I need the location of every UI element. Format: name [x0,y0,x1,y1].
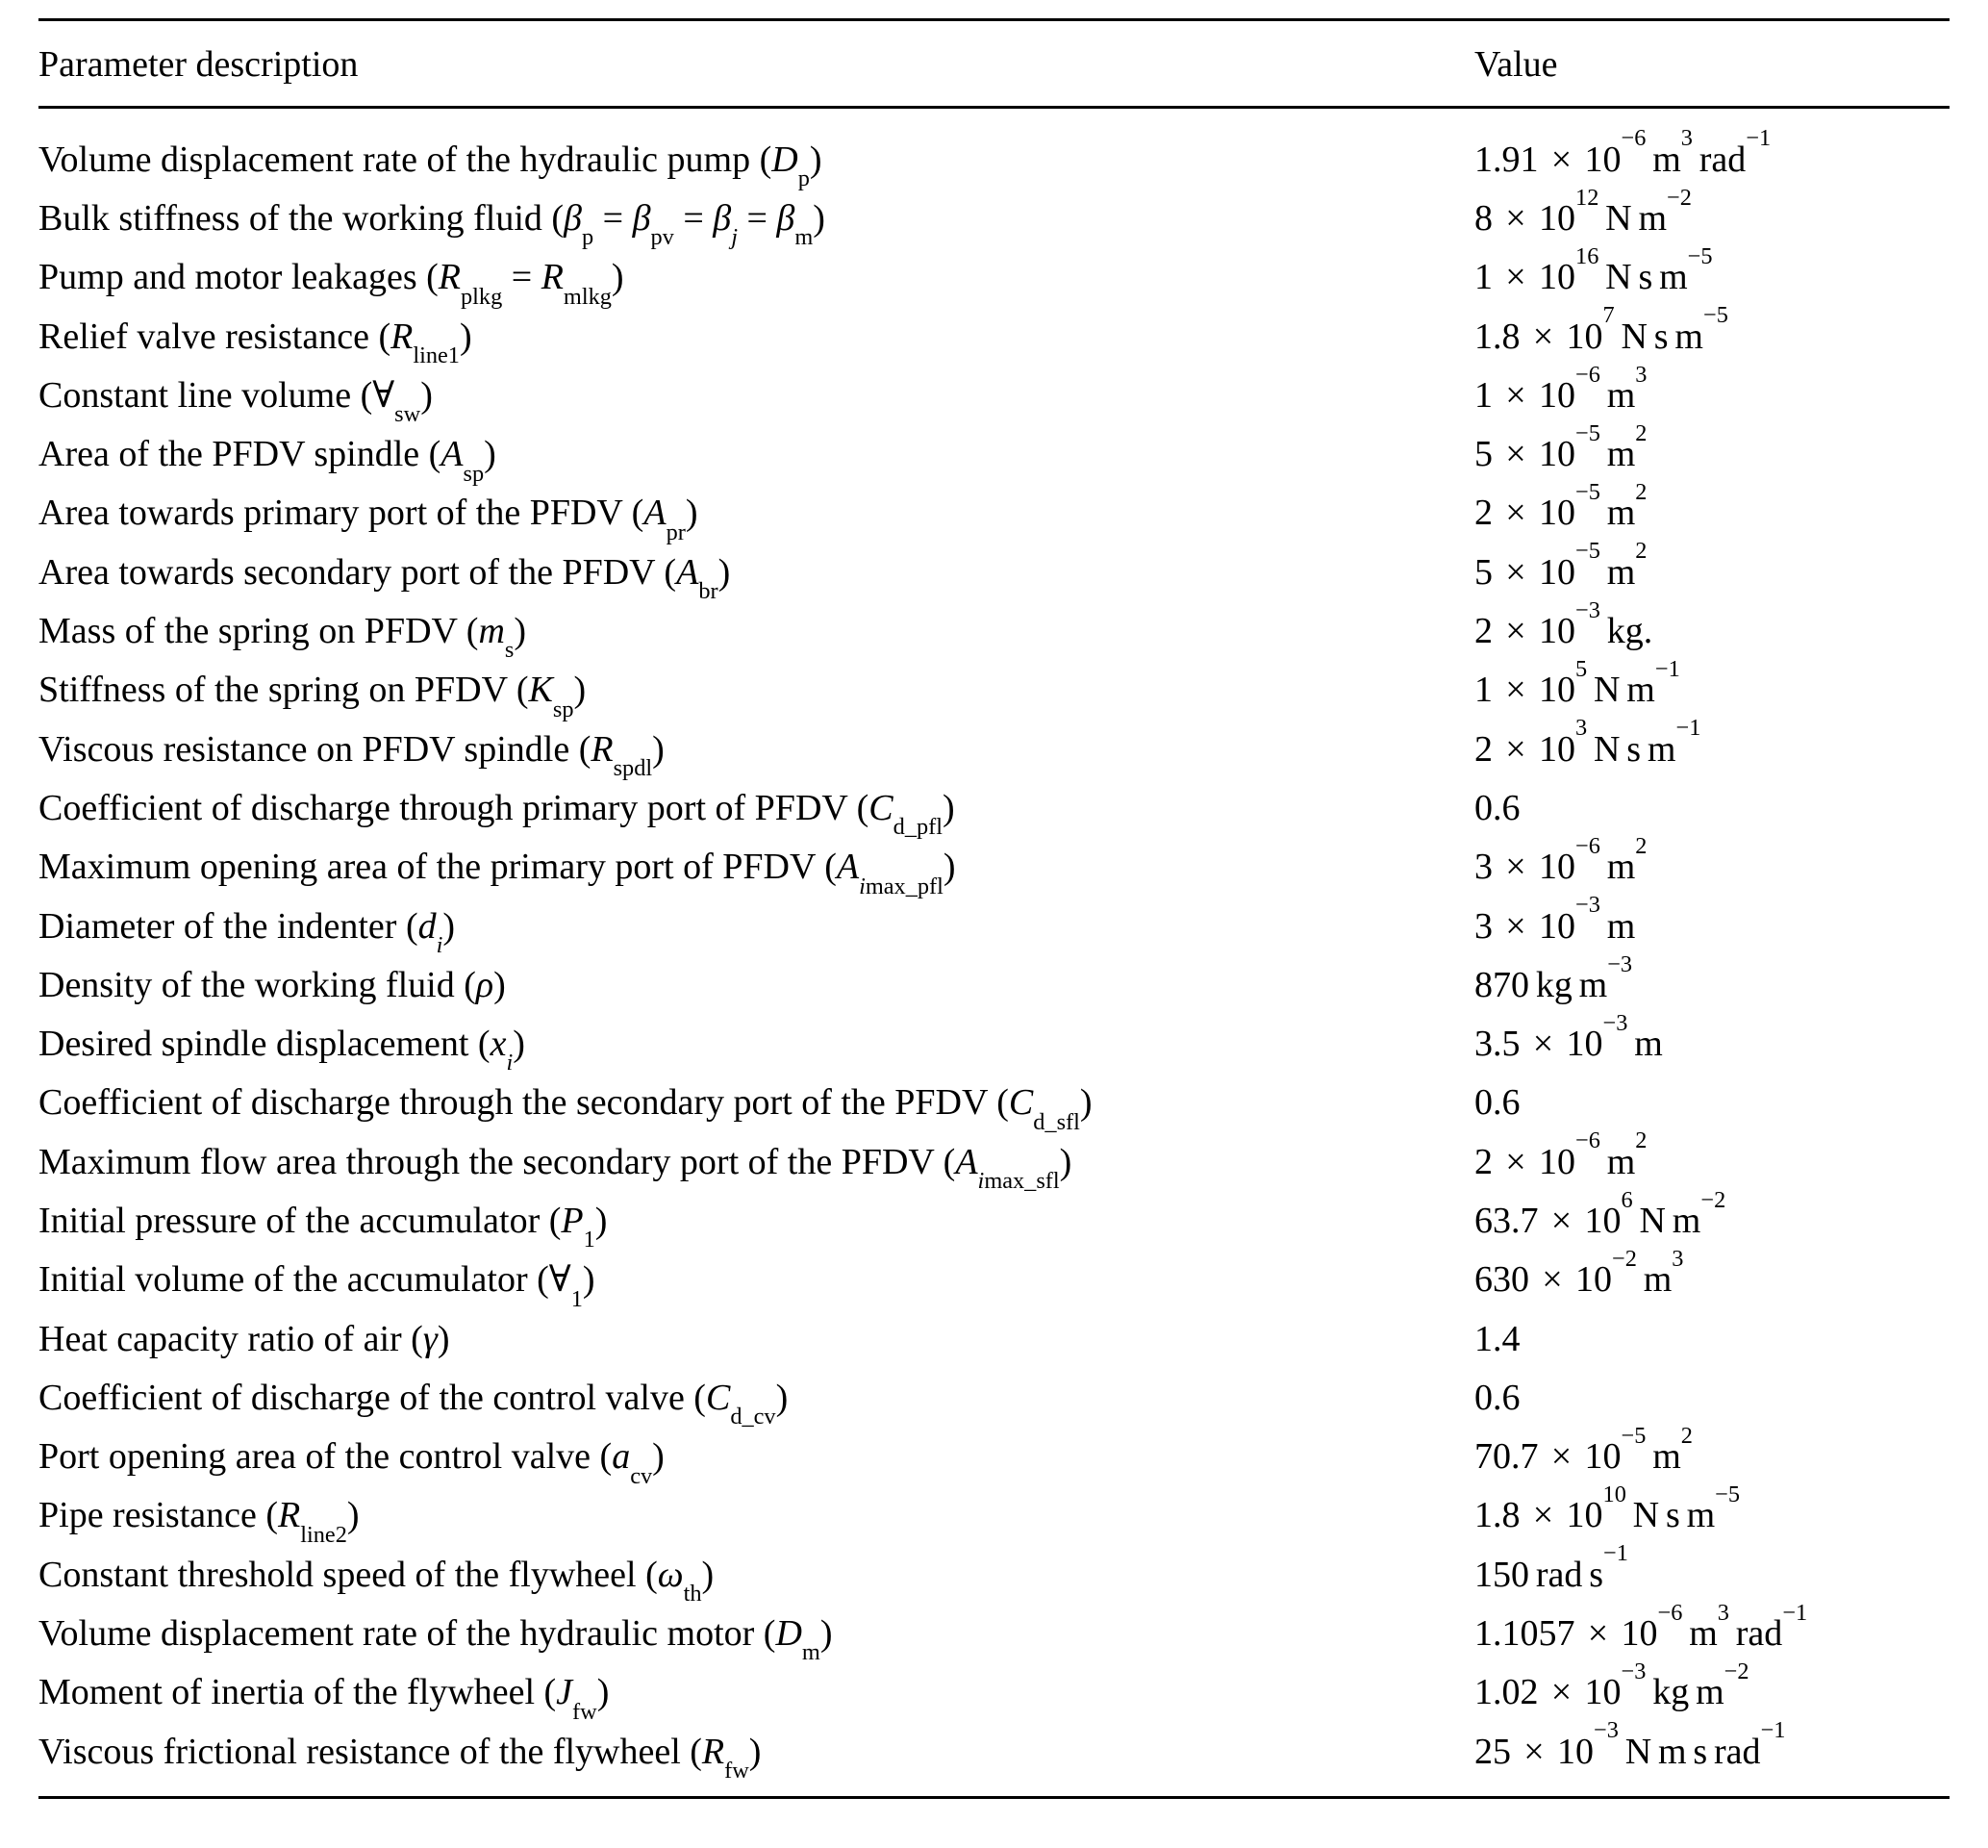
row-value: 150 rad $s^{-1}$ [1474,1540,1628,1595]
row-description: Area towards secondary port of the PFDV $(A_{br})$ [38,551,731,605]
row-description: Stiffness of the spring on PFDV $(K_{sp})$ [38,670,587,722]
row-description: Moment of inertia of the flywheel $(J_{fw})$ [38,1672,610,1725]
column-header-value: Value [1474,44,1558,85]
row-value: $1 \times 10^{-6}m^3$ [1474,361,1648,416]
row-value: $3.5 \times 10^{-3}m$ [1474,1009,1663,1065]
row-description: Volume displacement rate of the hydraulic pump $(D_p)$ [38,139,822,192]
table-row [38,1074,1950,1132]
parameter-table [38,21,1950,106]
table-row [38,720,1950,778]
table-row [38,1014,1950,1073]
row-description: Area of the PFDV spindle $(A_{sp})$ [38,434,496,487]
row-description: Relief valve resistance $(R_{line1})$ [38,316,472,368]
table-row [38,1132,1950,1191]
row-value: $1.8 \times 10^7N$ s $m^{-5}$ [1474,302,1728,357]
row-description: Coefficient of discharge through the secondary port of the PFDV $(C_{d\_sfl})$ [38,1082,1093,1135]
row-description: Bulk stiffness of the working fluid $(\beta_p = \beta_{pv} = \beta_j = \beta_m)$ [38,197,825,251]
row-value: $8 \times 10^{12}N$ $m^{-2}$ [1474,184,1692,239]
row-description: Initial pressure of the accumulator $(P_1)$ [38,1200,608,1253]
row-description: Desired spindle displacement $(x_i)$ [38,1024,525,1076]
column-header-description: Parameter description [38,44,359,85]
row-description: Initial volume of the accumulator $(\forall_1)$ [38,1259,595,1312]
table-row [38,1545,1950,1604]
table-body [38,109,1950,1796]
table-bottom-rule [38,1796,1950,1799]
row-value: $1 \times 10^5N$ $m^{-1}$ [1474,656,1680,711]
table-row [38,601,1950,660]
row-description: Coefficient of discharge of the control valve $(C_{d\_cv})$ [38,1377,789,1430]
row-value: 0.6 [1474,787,1521,828]
table-row [38,484,1950,543]
header-row [38,21,1950,106]
row-value: $63.7 \times 10^6N$ $m^{-2}$ [1474,1186,1726,1241]
row-value: 1.4 [1474,1318,1521,1359]
table-row [38,1604,1950,1662]
table-row [38,1191,1950,1250]
row-value: $1.91 \times 10^{-6}m^3rad^{-1}$ [1474,125,1772,180]
row-description: Constant threshold speed of the flywheel $(\omega_{th})$ [38,1554,715,1608]
row-description: Heat capacity ratio of air (γ) [38,1318,450,1359]
row-description: Viscous frictional resistance of the flywheel $(R_{fw})$ [38,1731,762,1785]
table-row [38,189,1950,247]
row-value: $1.1057 \times 10^{-6}m^3rad^{-1}$ [1474,1599,1808,1655]
row-description: Mass of the spring on PFDV $(m_s)$ [38,611,527,664]
row-description: Maximum opening area of the primary port of PFDV $(A_{imax\_pfl})$ [38,847,956,899]
table-row [38,897,1950,955]
table-row [38,424,1950,483]
row-description: Port opening area of the control valve $(a_{cv})$ [38,1436,665,1489]
table-row [38,1428,1950,1486]
row-value: $1.02 \times 10^{-3}kg$ $m^{-2}$ [1474,1658,1749,1713]
row-value: $70.7 \times 10^{-5}m^2$ [1474,1422,1693,1478]
table-row [38,109,1950,189]
row-description: Diameter of the indenter $(d_i)$ [38,905,456,958]
row-description: Pump and motor leakages $(R_{plkg} = R_{mlkg})$ [38,257,624,310]
table-row [38,661,1950,720]
parameter-table-container [38,18,1950,1799]
row-description: Volume displacement rate of the hydraulic motor $(D_m)$ [38,1613,833,1666]
row-value: $1 \times 10^{16}N$ s $m^{-5}$ [1474,242,1713,298]
row-description: Viscous resistance on PFDV spindle $(R_{spdl})$ [38,728,665,781]
row-value: $25 \times 10^{-3}N$ m s rad$^{-1}$ [1474,1717,1786,1772]
row-description: Maximum flow area through the secondary port of the PFDV $(A_{imax\_sfl})$ [38,1141,1072,1195]
row-description: Constant line volume $(\forall_{sw})$ [38,374,433,428]
table-row [38,248,1950,307]
table-row [38,1368,1950,1427]
table-row [38,366,1950,424]
table-row [38,1663,1950,1722]
row-value: $5 \times 10^{-5}m^2$ [1474,538,1648,593]
table-row [38,955,1950,1014]
table-row [38,543,1950,601]
row-value: $2 \times 10^{-5}m^2$ [1474,479,1648,534]
parameter-table-body [38,109,1950,1796]
row-description: Area towards primary port of the PFDV $(A_{pr})$ [38,493,698,545]
row-description: Coefficient of discharge through primary port of PFDV $(C_{d\_pfl})$ [38,787,955,841]
row-value: $1.8 \times 10^{10}N$ s $m^{-5}$ [1474,1481,1741,1536]
table-row [38,1722,1950,1796]
table-row [38,1251,1950,1309]
table-row [38,1486,1950,1545]
row-value: $5 \times 10^{-5}m^2$ [1474,419,1648,475]
table-row [38,778,1950,837]
row-value: 870 kg $m^{-3}$ [1474,950,1633,1005]
row-value: $2 \times 10^{-6}m^2$ [1474,1127,1648,1182]
table-row [38,838,1950,897]
row-description: Pipe resistance $(R_{line2})$ [38,1495,360,1548]
row-value: $2 \times 10^3N$ s $m^{-1}$ [1474,715,1701,770]
row-value: $3 \times 10^{-6}m^2$ [1474,832,1648,888]
row-value: 0.6 [1474,1082,1521,1124]
table-header [38,21,1950,106]
table-row [38,1309,1950,1368]
row-value: 0.6 [1474,1377,1521,1418]
row-description: Density of the working fluid (ρ) [38,964,506,1005]
table-row [38,307,1950,366]
row-value: $630 \times 10^{-2}m^3$ [1474,1245,1684,1301]
row-value: $2 \times 10^{-3}kg$. [1474,596,1653,652]
row-value: $3 \times 10^{-3}m$ [1474,892,1636,947]
